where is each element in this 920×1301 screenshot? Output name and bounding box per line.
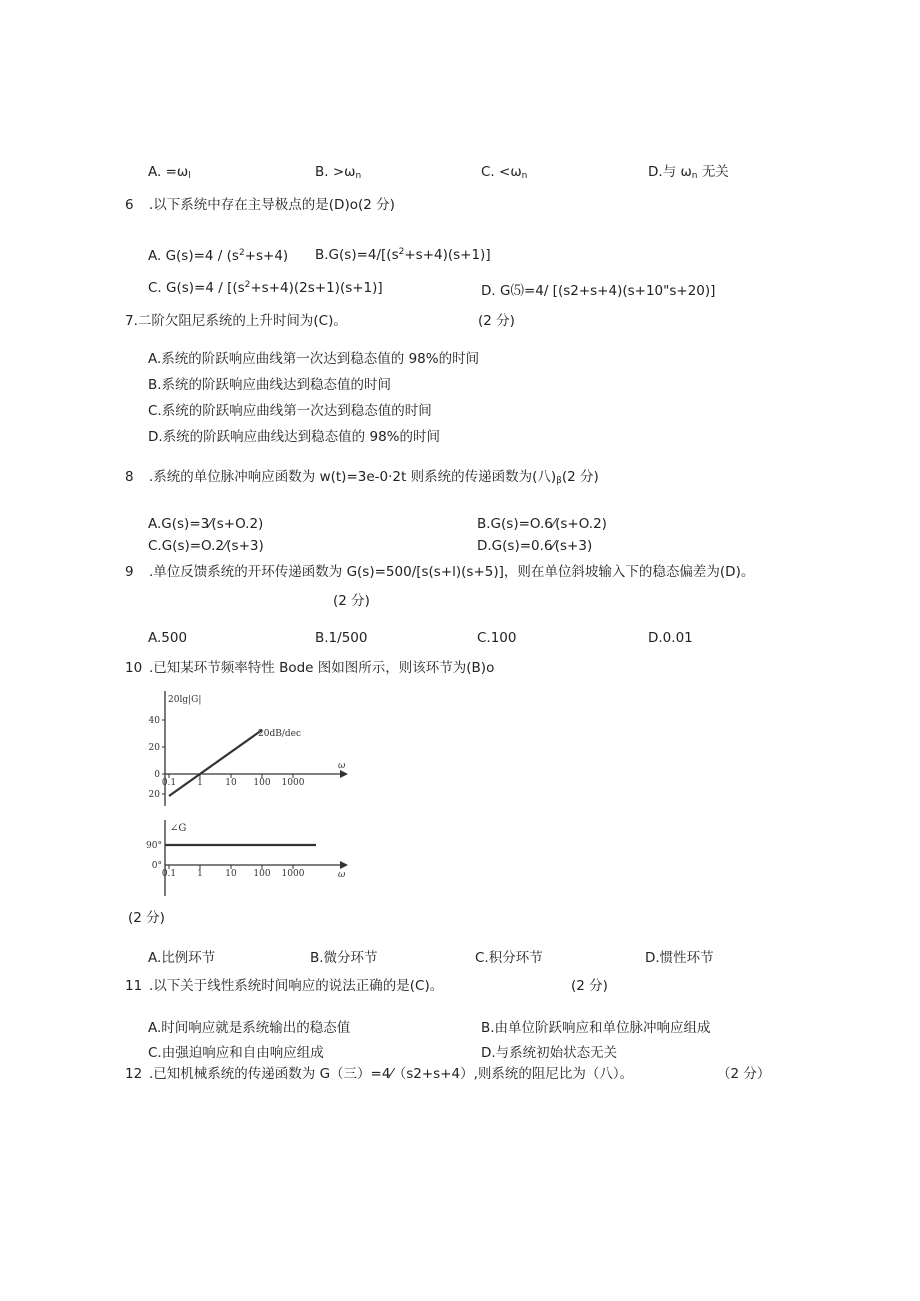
magnitude-y-tick-label: 40 [148,716,160,726]
magnitude-y-tick-label: 20 [148,743,160,753]
magnitude-x-tick-label: 1 [197,778,203,788]
q11-option-a: A.时间响应就是系统输出的稳态值 [148,1020,351,1036]
q9-score: (2 分) [333,593,370,609]
q8-option-b: B.G(s)=O.6⁄(s+O.2) [477,516,607,532]
q8-option-a: A.G(s)=3⁄(s+O.2) [148,516,264,532]
q10-option-a: A.比例环节 [148,950,216,966]
q7-question: 7.二阶欠阻尼系统的上升时间为(C)。 [125,313,347,329]
q8-question: 8 .系统的单位脉冲响应函数为 w(t)=3e-0·2t 则系统的传递函数为(八)$_\beta(2$ 分) [125,469,599,486]
q10-option-c: C.积分环节 [475,950,543,966]
q11-question: 11 .以下关于线性系统时间响应的说法正确的是(C)。 [125,978,444,994]
q9-option-c: C.100 [477,630,517,646]
magnitude-plot [149,691,348,806]
phase-x-axis-label: ω [338,870,346,880]
q7-option-a: A.系统的阶跃响应曲线第一次达到稳态值的 98%的时间 [148,351,480,367]
q9-question: 9 .单位反馈系统的开环传递函数为 G(s)=500/[s(s+l)(s+5)]，则在单位斜坡输入下的稳态偏差为(D)。 [125,564,755,580]
q8-option-c: C.G(s)=O.2⁄(s+3) [148,538,264,554]
q6-question: 6 .以下系统中存在主导极点的是(D)o(2 分) [125,197,395,213]
phase-axis-label: ∠G [170,823,187,834]
q5-option-a: A. $=\omega_l$ [148,164,191,181]
q12-question: 12 .已知机械系统的传递函数为 G（三）=4⁄（s2+s+4）,则系统的阻尼比为（八）。 [125,1066,634,1082]
magnitude-x-axis-label: ω [338,761,346,771]
q9-option-a: A.500 [148,630,188,646]
phase-x-tick-label: 100 [253,869,271,879]
magnitude-y-tick-label: 0 [154,770,160,780]
phase-x-tick-label: 10 [225,869,237,879]
magnitude-x-tick-label: 100 [253,778,271,788]
q7-option-c: C.系统的阶跃响应曲线第一次达到稳态值的时间 [148,403,432,419]
q5-option-d: D.与 $\omega_n$ 无关 [648,164,729,181]
q10-option-d: D.惯性环节 [645,950,714,966]
q11-score: (2 分) [571,978,608,994]
q7-option-b: B.系统的阶跃响应曲线达到稳态值的时间 [148,377,392,393]
q11-option-c: C.由强迫响应和自由响应组成 [148,1045,324,1061]
phase-x-tick-label: 1 [197,869,203,879]
magnitude-line [169,730,262,796]
q7-score: (2 分) [478,313,515,329]
q6-option-a: A. $G(s)=4 / (s^2+s+4)$ [148,248,289,264]
q5-option-c: C. $<\omega_n$ [481,164,528,181]
magnitude-x-tick-label: 0.1 [161,778,177,788]
q6-option-b: $B.G(s)=4/[(s^2+s+4)(s+1)]$ [315,247,491,263]
magnitude-x-tick-label: 1000 [281,778,305,788]
q8-option-d: D.G(s)=0.6⁄(s+3) [477,538,593,554]
phase-y-tick-label: 90° [146,841,162,851]
phase-y-tick-label: 0° [151,861,162,871]
q11-option-b: B.由单位阶跃响应和单位脉冲响应组成 [481,1020,711,1036]
q11-option-d: D.与系统初始状态无关 [481,1045,618,1061]
q10-question: 10 .已知某环节频率特性 Bode 图如图所示，则该环节为(B)o [125,660,495,676]
magnitude-y-tick-label: 20 [148,790,160,800]
q5-option-b: B. $>\omega_n$ [315,164,362,181]
magnitude-axis-label: 20lg|G| [168,695,202,705]
phase-x-tick-label: 0.1 [161,869,177,879]
q6-option-d: D. G⑸=4/ [(s2+s+4)(s+10"s+20)] [481,283,716,299]
q6-option-c: C. $G(s)=4 / [(s^2+s+4)(2s+1)(s+1)]$ [148,280,383,296]
magnitude-x-tick-label: 10 [225,778,237,788]
q7-option-d: D.系统的阶跃响应曲线达到稳态值的 98%的时间 [148,429,440,445]
bode-diagram [148,688,353,900]
q10-score: (2 分) [128,910,165,926]
q9-option-b: B.1/500 [315,630,368,646]
q9-option-d: D.0.01 [648,630,693,646]
magnitude-slope-label: 20dB/dec [258,729,301,739]
phase-plot [146,820,348,896]
q10-option-b: B.微分环节 [310,950,378,966]
q12-score: （2 分） [717,1066,771,1082]
phase-x-tick-label: 1000 [281,869,305,879]
